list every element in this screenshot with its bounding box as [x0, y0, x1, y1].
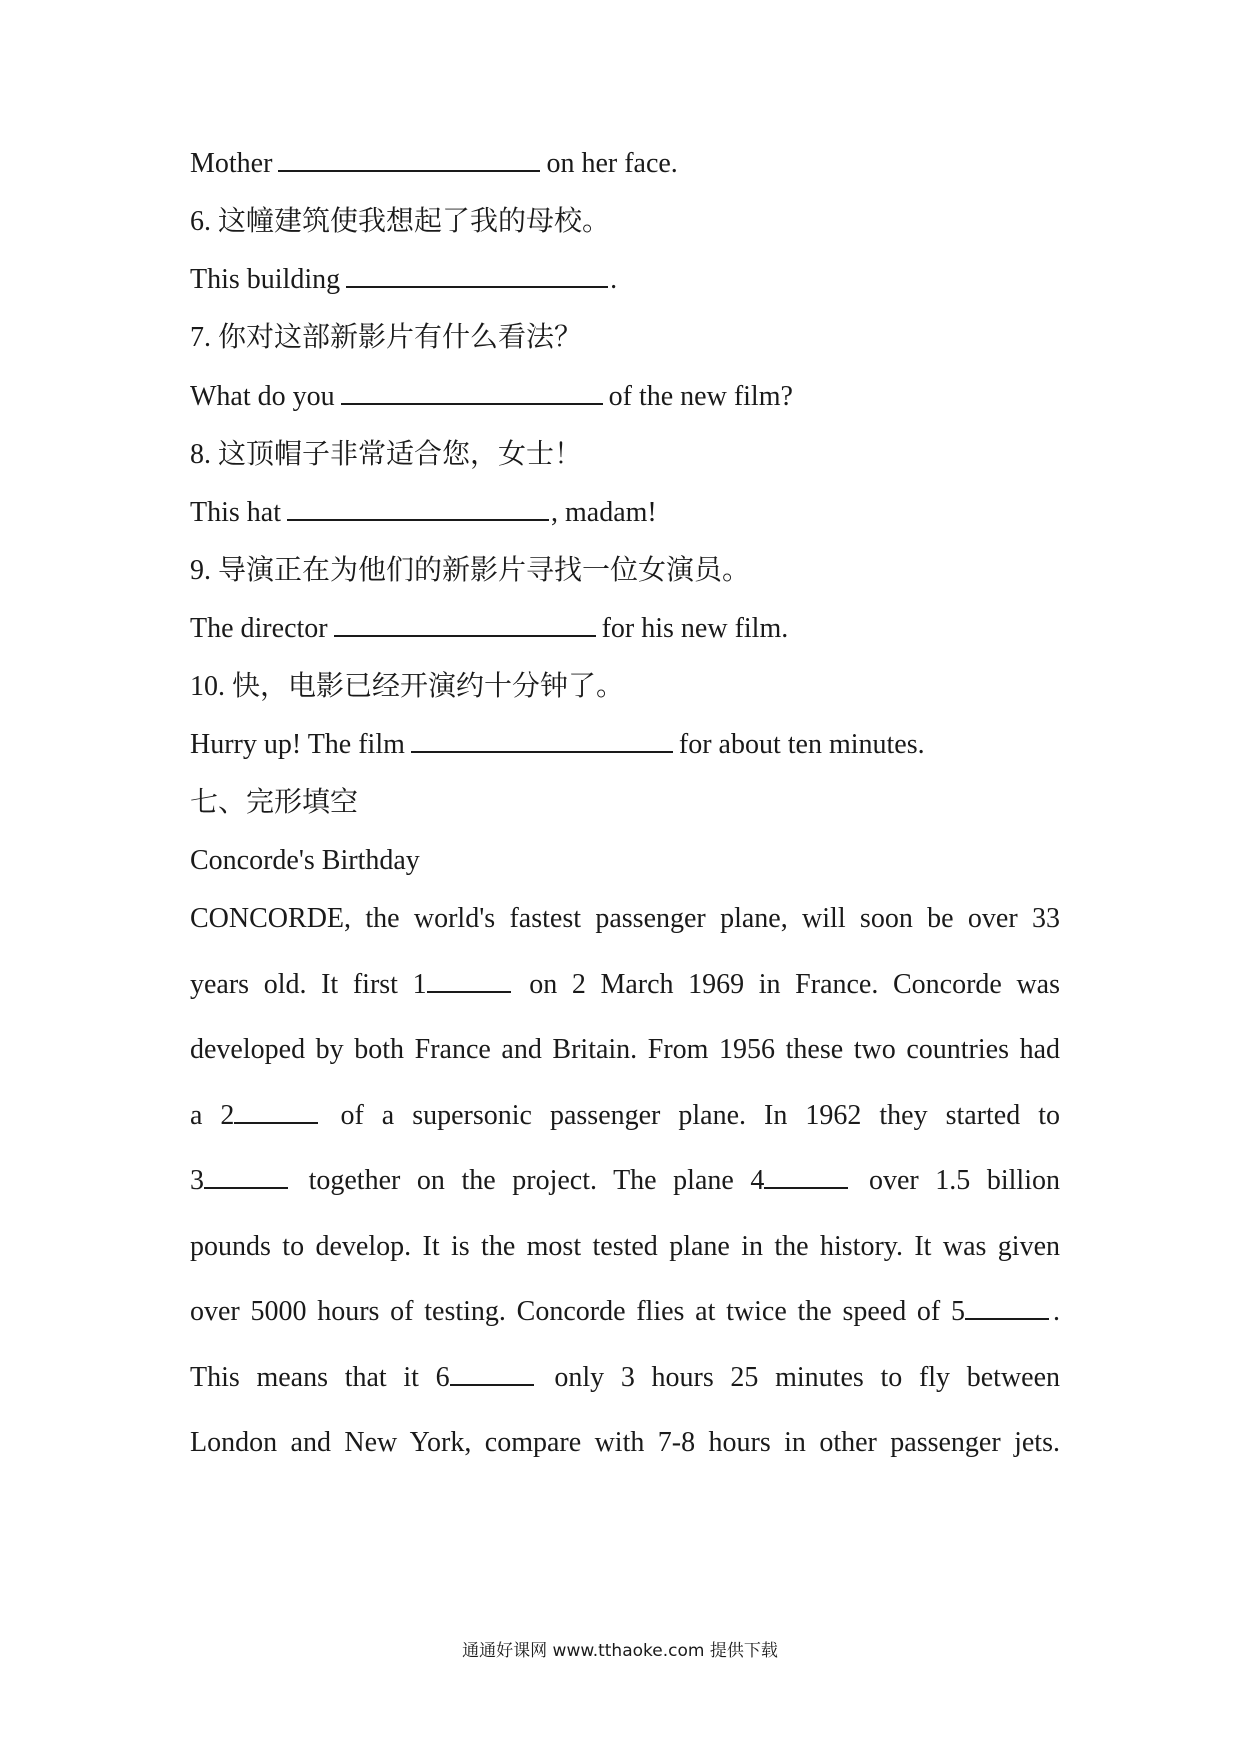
chinese-prompt: 10. 快，电影已经开演约十分钟了。: [190, 671, 625, 702]
answer-blank[interactable]: [278, 148, 540, 172]
worksheet-page: [190, 0, 1060, 1754]
sentence-text-before: The director: [190, 613, 328, 644]
passage-line: [190, 1279, 1060, 1345]
sentence-text-before: This hat: [190, 497, 281, 528]
passage-text: This means that it 6: [190, 1361, 450, 1393]
cloze-blank-6[interactable]: [450, 1362, 534, 1386]
cloze-blank-2[interactable]: [234, 1100, 318, 1124]
cloze-blank-5[interactable]: [965, 1296, 1049, 1320]
passage-text: 3: [190, 1165, 204, 1196]
chinese-prompt: 7. 你对这部新影片有什么看法？: [190, 322, 583, 353]
passage-text: a 2: [190, 1099, 235, 1131]
answer-blank[interactable]: [411, 729, 673, 753]
sentence-line: [190, 147, 678, 181]
answer-blank[interactable]: [346, 264, 608, 288]
passage-text: on 2 March 1969 in France. Concorde was: [529, 968, 1060, 1000]
sentence-text-after: for about ten minutes.: [678, 729, 925, 760]
passage-line: [190, 1410, 1060, 1476]
sentence-text-after: of the new film?: [608, 381, 793, 412]
passage-text: over 1.5 billion: [868, 1165, 1060, 1196]
sentence-text-after: .: [610, 264, 618, 295]
chinese-prompt: 9. 导演正在为他们的新影片寻找一位女演员。: [190, 555, 751, 586]
passage-line: [190, 1148, 1060, 1214]
sentence-line: [190, 263, 617, 297]
cloze-blank-1[interactable]: [427, 969, 511, 993]
page-footer: 通通好课网 www.tthaoke.com 提供下载: [462, 1641, 778, 1661]
answer-blank[interactable]: [341, 381, 603, 405]
passage-text: .: [1053, 1296, 1060, 1327]
sentence-text-before: Hurry up! The film: [190, 729, 405, 760]
passage-text: together on the project. The plane 4: [308, 1165, 765, 1196]
sentence-text-before: This building: [190, 264, 341, 295]
passage-text: over 5000 hours of testing. Concorde flies at twice the speed of 5: [190, 1296, 965, 1327]
answer-blank[interactable]: [334, 613, 596, 637]
passage-text: developed by both France and Britain. From 1956 these two countries had: [190, 1034, 1060, 1065]
sentence-line: [190, 728, 925, 762]
passage-text: years old. It first 1: [190, 968, 427, 1000]
sentence-text-before: Mother: [190, 148, 273, 179]
chinese-prompt: 8. 这顶帽子非常适合您，女士！: [190, 439, 583, 470]
sentence-line: [190, 380, 793, 414]
passage-line: [190, 952, 1060, 1018]
passage-text: CONCORDE, the world's fastest passenger plane, will soon be over 33: [190, 903, 1060, 934]
passage-text: London and New York, compare with 7-8 hours in other passenger jets.: [190, 1427, 1060, 1458]
passage-line: [190, 1017, 1060, 1083]
sentence-text-after: for his new film.: [601, 613, 789, 644]
passage-text: only 3 hours 25 minutes to fly between: [554, 1361, 1061, 1393]
passage-line: [190, 886, 1060, 952]
passage-line: [190, 1083, 1060, 1149]
sentence-line: [190, 496, 657, 530]
passage-line: [190, 1345, 1060, 1411]
cloze-passage: [190, 886, 1060, 1476]
answer-blank[interactable]: [287, 497, 549, 521]
passage-text: pounds to develop. It is the most tested plane in the history. It was given: [190, 1230, 1060, 1262]
sentence-text-before: What do you: [190, 381, 335, 412]
passage-line: [190, 1214, 1060, 1280]
cloze-blank-3[interactable]: [204, 1165, 288, 1189]
sentence-line: [190, 612, 788, 646]
passage-text: of a supersonic passenger plane. In 1962 they started to: [340, 1099, 1061, 1131]
chinese-prompt: 6. 这幢建筑使我想起了我的母校。: [190, 206, 611, 237]
sentence-text-after: on her face.: [546, 148, 678, 179]
section-heading: 七、完形填空: [190, 787, 359, 818]
passage-title: Concorde's Birthday: [190, 845, 420, 876]
cloze-blank-4[interactable]: [764, 1165, 848, 1189]
sentence-text-after: , madam!: [551, 497, 657, 528]
